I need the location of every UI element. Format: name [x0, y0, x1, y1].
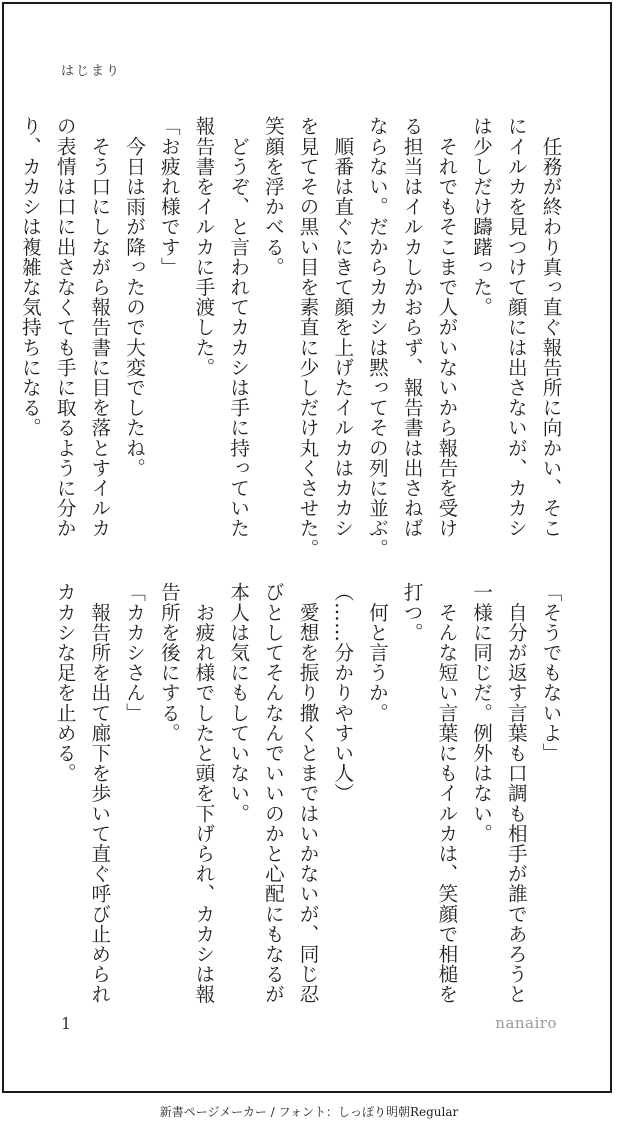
text-line: ならない。だからカカシは黙ってその列に並ぶ。 [365, 116, 389, 559]
text-line: の表情は口に出さなくても手に取るように分か [53, 116, 77, 539]
text-line: 今日は雨が降ったので大変でしたね。 [122, 116, 146, 478]
text-line: は少しだけ躊躇った。 [469, 116, 493, 317]
text-line: 告所を後にする。 [157, 582, 181, 743]
text-line: 報告書をイルカに手渡した。 [191, 116, 215, 378]
upper-text-block [12, 116, 567, 559]
text-line: 本人は気にもしていない。 [226, 582, 250, 824]
text-line: り、カカシは複雑な気持ちになる。 [18, 116, 42, 438]
text-line: 打つ。 [400, 582, 424, 643]
text-line: 報告所を出て廊下を歩いて直ぐ呼び止められ [87, 582, 111, 1005]
page-number: 1 [61, 1014, 72, 1033]
brand-name: nanairo [495, 1014, 557, 1032]
text-line: 自分が返す言葉も口調も相手が誰であろうと [504, 582, 528, 1005]
text-line: お疲れ様でしたと頭を下げられ、カカシは報 [191, 582, 215, 1005]
text-line: 何と言うか。 [365, 582, 389, 723]
page-frame [2, 2, 612, 1093]
text-line: 笑顔を浮かべる。 [261, 116, 285, 277]
text-line: 順番は直ぐにきて顔を上げたイルカはカカシ [330, 116, 354, 539]
text-line: 任務が終わり真っ直ぐ報告所に向かい、そこ [539, 116, 562, 539]
text-line: それでもそこまで人がいないから報告を受け [434, 116, 458, 539]
text-line: カカシな足を止める。 [53, 582, 77, 783]
text-line: （……分かりやすい人） [330, 582, 354, 804]
text-line: びとしてそんなんでいいのかと心配にもなるが [261, 582, 285, 1005]
chapter-title: はじまり [61, 64, 122, 79]
text-line: る担当はイルカしかおらず、報告書は出さねば [400, 116, 424, 539]
generator-credit: 新書ページメーカー / フォント：しっぽり明朝Regular [159, 1105, 459, 1119]
lower-text-block [46, 582, 567, 1005]
text-line: を見てその黒い目を素直に少しだけ丸くさせた。 [296, 116, 320, 559]
text-line: 「カカシさん」 [122, 582, 146, 723]
text-line: 愛想を振り撒くとまではいかないが、同じ忍 [296, 582, 320, 1005]
text-line: にイルカを見つけて顔には出さないが、カカシ [504, 116, 528, 539]
text-line: 「そうでもないよ」 [539, 582, 562, 763]
text-line: どうぞ、と言われてカカシは手に持っていた [226, 116, 250, 539]
text-line: そんな短い言葉にもイルカは、笑顔で相槌を [434, 582, 458, 1005]
text-line: 一様に同じだ。例外はない。 [469, 582, 493, 844]
text-line: 「お疲れ様です」 [157, 116, 181, 277]
text-line: そう口にしながら報告書に目を落とすイルカ [87, 116, 111, 539]
